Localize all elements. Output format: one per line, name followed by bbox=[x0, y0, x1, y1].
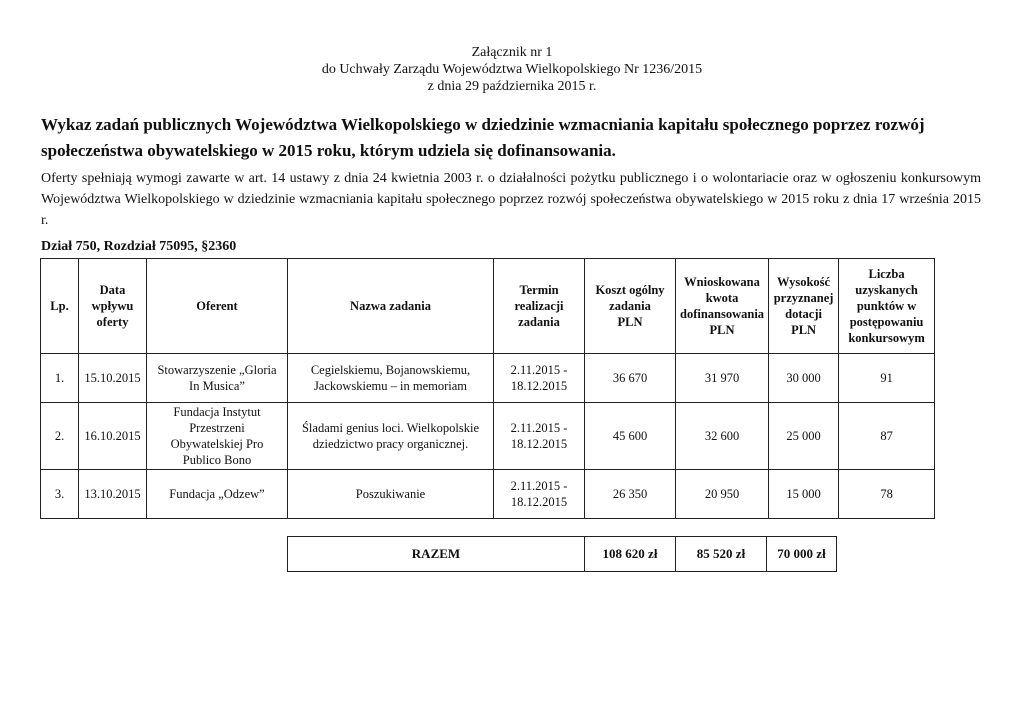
totals-row bbox=[288, 537, 837, 572]
intro-paragraph: Oferty spełniają wymogi zawarte w art. 14 ustawy z dnia 24 kwietnia 2003 r. o działalności pożytku publicznego i o wolontariacie oraz w ogłoszeniu konkursowym Województwa Wielkopolskiego w dziedzinie wzmacniania kapitału społecznego poprzez rozwój społeczeństwa obywatelskiego w 2015 roku z dnia 17 września 2015 r. bbox=[41, 171, 981, 228]
cell-points: 87 bbox=[839, 403, 935, 470]
cell-date: 15.10.2015 bbox=[79, 354, 147, 403]
totals-cost: 108 620 zł bbox=[585, 537, 676, 572]
cell-granted: 15 000 bbox=[769, 470, 839, 519]
header-lp: Lp. bbox=[41, 259, 79, 354]
header-cost: Koszt ogólny zadania PLN bbox=[585, 259, 676, 354]
cell-granted: 30 000 bbox=[769, 354, 839, 403]
totals-label: RAZEM bbox=[288, 537, 585, 572]
cell-task: Śladami genius loci. Wielkopolskie dziedzictwo pracy organicznej. bbox=[288, 403, 494, 470]
attachment-label: Załącznik nr 1 bbox=[471, 45, 553, 60]
totals-requested: 85 520 zł bbox=[676, 537, 767, 572]
cell-date: 13.10.2015 bbox=[79, 470, 147, 519]
header-bidder: Oferent bbox=[147, 259, 288, 354]
budget-section-label: Dział 750, Rozdział 75095, §2360 bbox=[41, 239, 237, 254]
totals-table bbox=[287, 536, 837, 572]
cell-lp: 3. bbox=[41, 470, 79, 519]
header-granted: Wysokość przyznanej dotacji PLN bbox=[769, 259, 839, 354]
cell-lp: 2. bbox=[41, 403, 79, 470]
resolution-date: z dnia 29 października 2015 r. bbox=[427, 79, 597, 94]
cell-lp: 1. bbox=[41, 354, 79, 403]
grants-table bbox=[40, 258, 935, 519]
cell-points: 91 bbox=[839, 354, 935, 403]
cell-task: Poszukiwanie bbox=[288, 470, 494, 519]
cell-cost: 36 670 bbox=[585, 354, 676, 403]
cell-requested: 20 950 bbox=[676, 470, 769, 519]
cell-granted: 25 000 bbox=[769, 403, 839, 470]
cell-task: Cegielskiemu, Bojanowskiemu, Jackowskiemu – in memoriam bbox=[288, 354, 494, 403]
cell-date: 16.10.2015 bbox=[79, 403, 147, 470]
cell-cost: 26 350 bbox=[585, 470, 676, 519]
cell-requested: 31 970 bbox=[676, 354, 769, 403]
table-row bbox=[41, 470, 935, 519]
cell-cost: 45 600 bbox=[585, 403, 676, 470]
document-header bbox=[0, 44, 1024, 95]
document-title: Wykaz zadań publicznych Województwa Wielkopolskiego w dziedzinie wzmacniania kapitału społecznego poprzez rozwój społeczeństwa obywatelskiego w 2015 roku, którym udziela się dofinansowania. bbox=[41, 115, 925, 160]
cell-term: 2.11.2015 - 18.12.2015 bbox=[494, 354, 585, 403]
cell-bidder: Fundacja „Odzew” bbox=[147, 470, 288, 519]
header-task: Nazwa zadania bbox=[288, 259, 494, 354]
cell-points: 78 bbox=[839, 470, 935, 519]
cell-requested: 32 600 bbox=[676, 403, 769, 470]
cell-bidder: Stowarzyszenie „Gloria In Musica” bbox=[147, 354, 288, 403]
table-row bbox=[41, 403, 935, 470]
table-row bbox=[41, 354, 935, 403]
header-requested: Wnioskowana kwota dofinansowania PLN bbox=[676, 259, 769, 354]
resolution-reference: do Uchwały Zarządu Województwa Wielkopolskiego Nr 1236/2015 bbox=[321, 62, 703, 77]
header-points: Liczba uzyskanych punktów w postępowaniu konkursowym bbox=[839, 259, 935, 354]
cell-bidder: Fundacja Instytut Przestrzeni Obywatelskiej Pro Publico Bono bbox=[147, 403, 288, 470]
cell-term: 2.11.2015 - 18.12.2015 bbox=[494, 470, 585, 519]
totals-granted: 70 000 zł bbox=[767, 537, 837, 572]
header-date: Data wpływu oferty bbox=[79, 259, 147, 354]
header-term: Termin realizacji zadania bbox=[494, 259, 585, 354]
table-header-row bbox=[41, 259, 935, 354]
cell-term: 2.11.2015 - 18.12.2015 bbox=[494, 403, 585, 470]
